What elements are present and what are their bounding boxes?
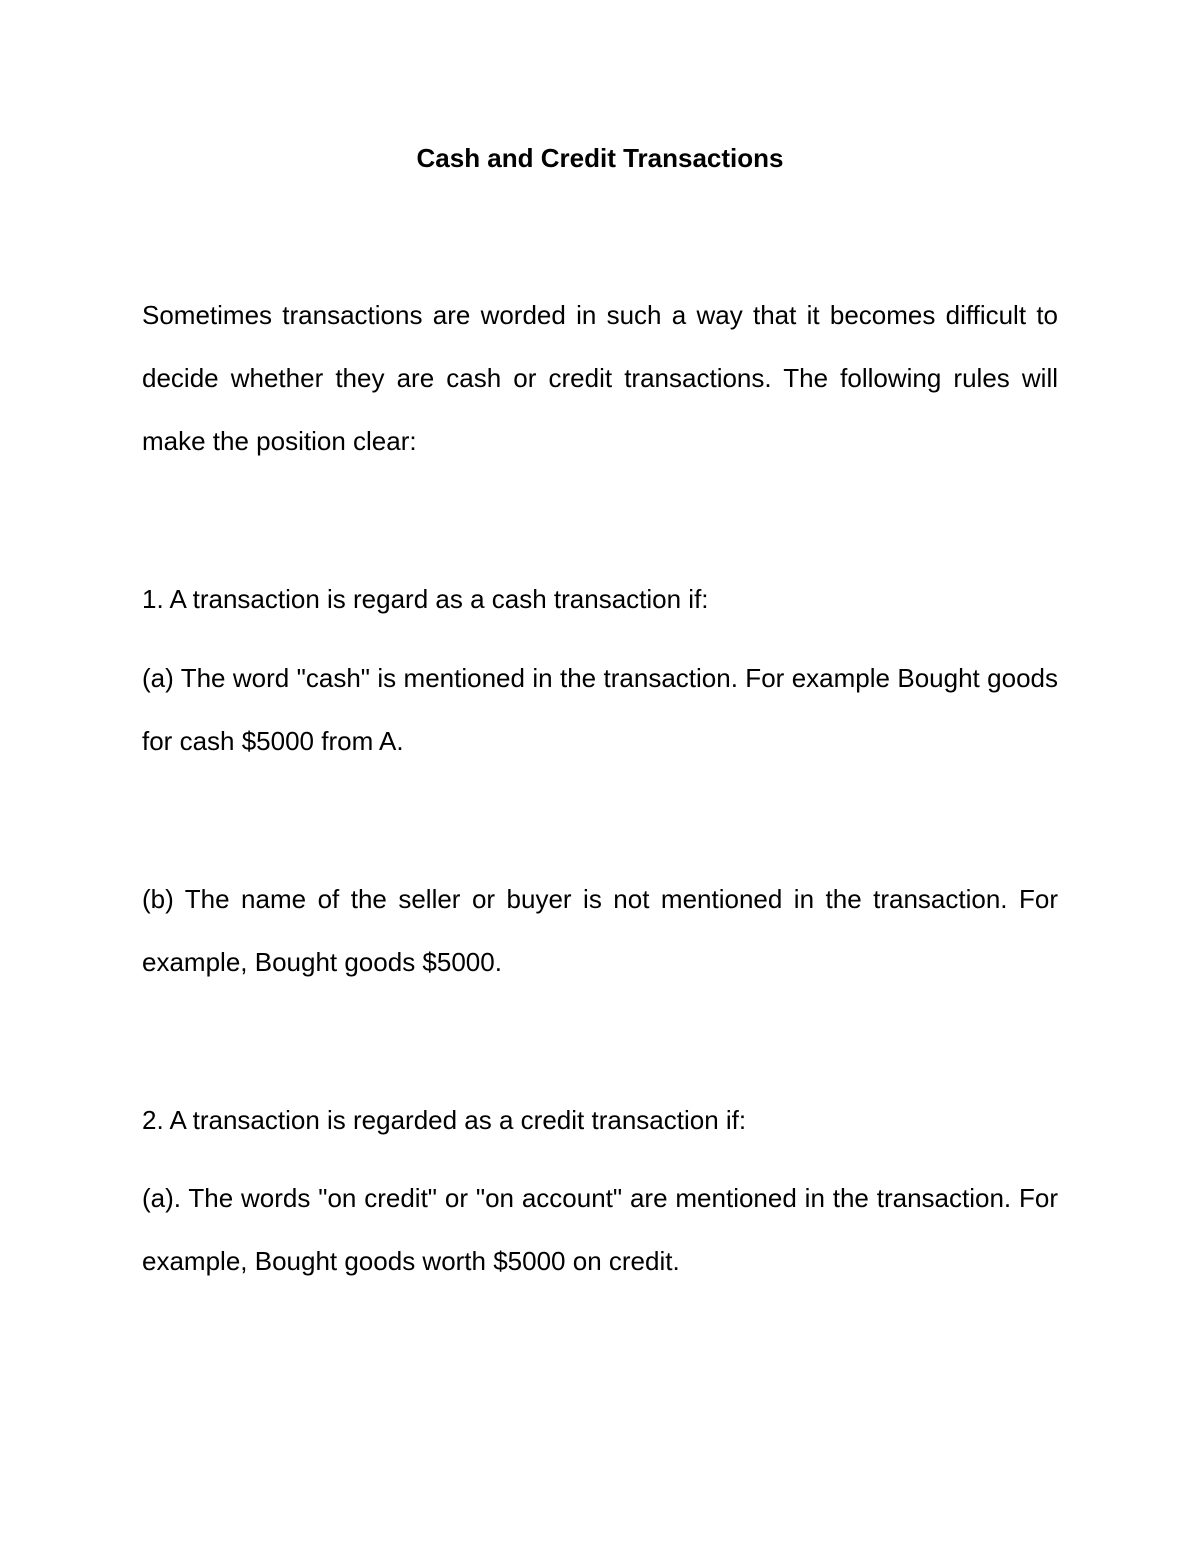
rule-1-heading: 1. A transaction is regard as a cash transaction if: [142,584,709,614]
page-title: Cash and Credit Transactions [416,143,784,173]
rule-2-heading: 2. A transaction is regarded as a credit transaction if: [142,1105,747,1135]
rule-1a-paragraph: (a) The word "cash" is mentioned in the transaction. For example Bought goods for cash $5000 from A. [142,663,1058,756]
intro-paragraph: Sometimes transactions are worded in such a way that it becomes difficult to decide whether they are cash or credit transactions. The following rules will make the position clear: [142,300,1058,456]
rule-2a-paragraph: (a). The words "on credit" or "on account" are mentioned in the transaction. For example, Bought goods worth $5000 on credit. [142,1183,1058,1276]
rule-1b-paragraph: (b) The name of the seller or buyer is not mentioned in the transaction. For example, Bought goods $5000. [142,884,1058,977]
